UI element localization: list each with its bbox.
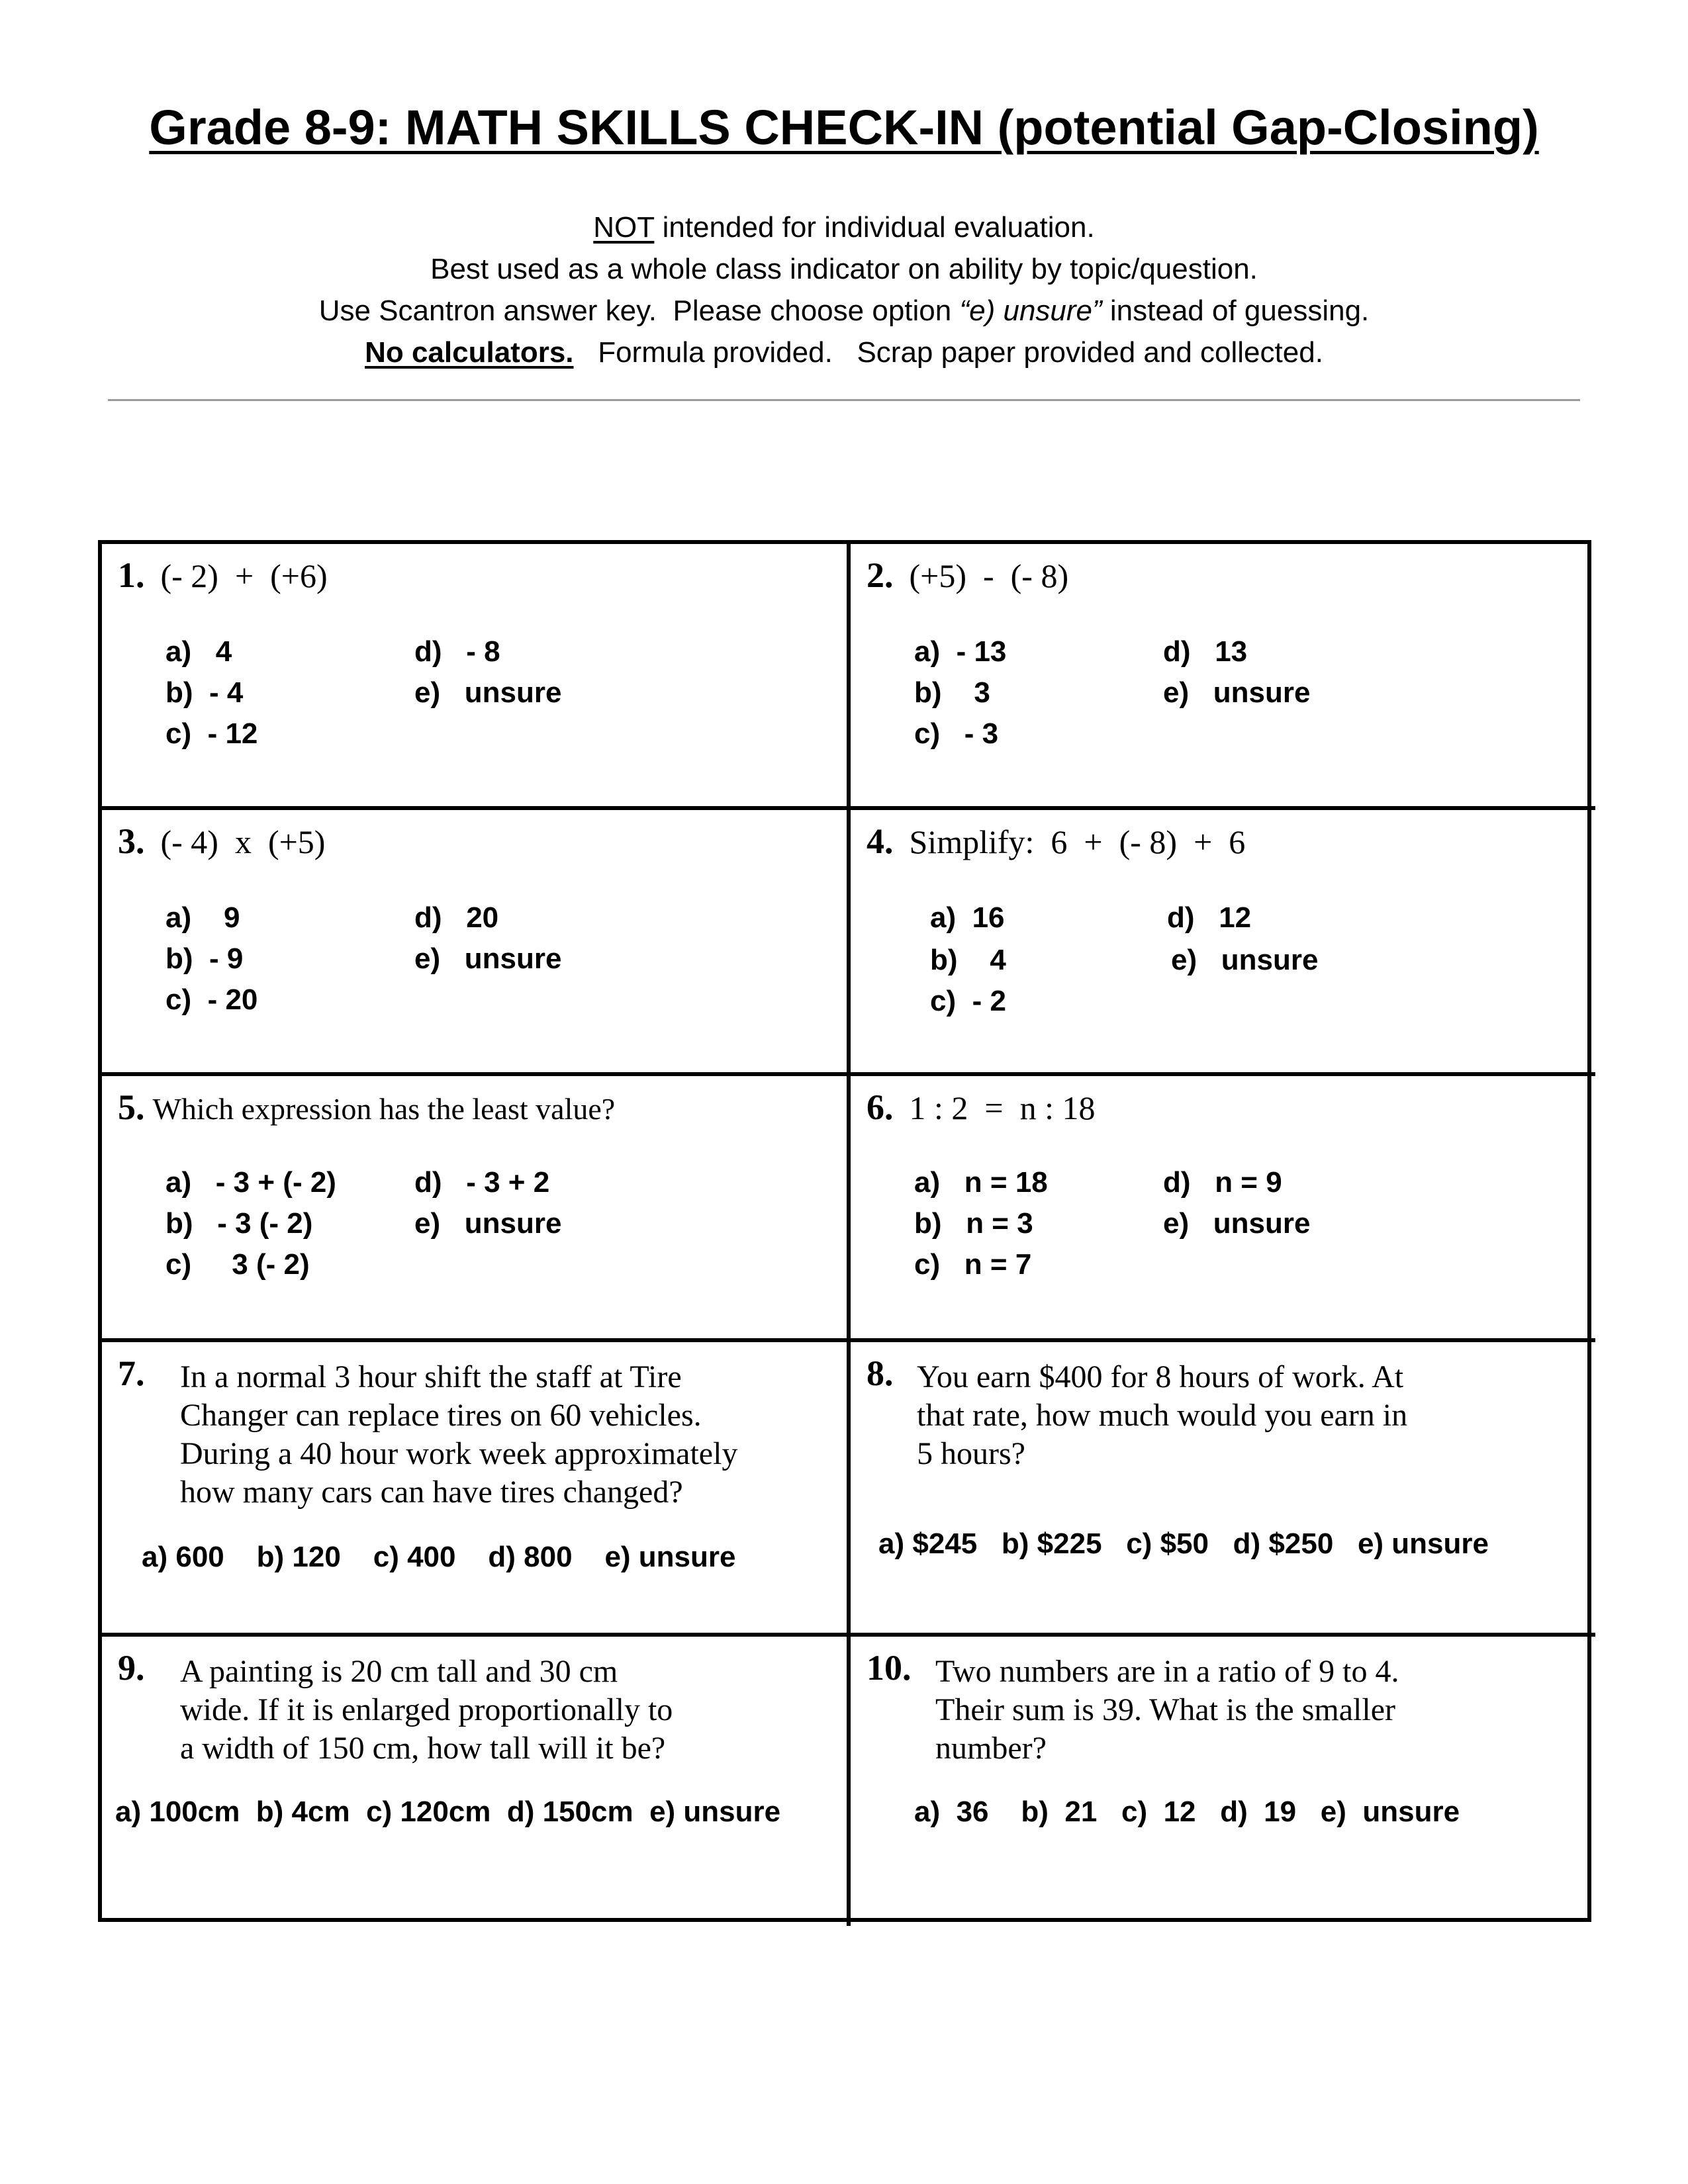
question-7-options: a) 600 b) 120 c) 400 d) 800 e) unsure (142, 1541, 736, 1573)
instruction-line-4 (0, 332, 1688, 373)
question-9-options: a) 100cm b) 4cm c) 120cm d) 150cm e) unsure (115, 1796, 781, 1828)
question-8-options: a) $245 b) $225 c) $50 d) $250 e) unsure (878, 1527, 1489, 1560)
instruction-line-3 (0, 290, 1688, 332)
question-8-text: You earn $400 for 8 hours of work. At that rate, how much would you earn in 5 hours? (917, 1359, 1408, 1471)
option-e: e) unsure (414, 942, 562, 975)
question-10 (849, 1637, 1595, 1926)
question-1 (102, 544, 849, 810)
option-d: d) 12 (1167, 901, 1252, 934)
option-d: d) - 8 (414, 635, 500, 668)
question-5-prompt (118, 1088, 615, 1128)
instructions (0, 206, 1688, 373)
question-3-prompt (118, 822, 325, 861)
option-c: c) - 20 (165, 983, 258, 1016)
question-1-number: 1. (118, 555, 145, 595)
option-b: b) 3 (914, 676, 990, 709)
question-6-prompt (867, 1088, 1095, 1127)
option-e: e) unsure (414, 676, 562, 709)
question-8-number: 8. (867, 1353, 894, 1393)
option-d: d) 20 (414, 901, 499, 934)
option-d: d) 13 (1163, 635, 1248, 668)
question-8 (849, 1342, 1595, 1637)
question-5-number: 5. (118, 1087, 145, 1127)
question-1-text: (- 2) + (+6) (160, 557, 328, 594)
question-5-text: Which expression has the least value? (152, 1092, 616, 1126)
question-7-number: 7. (118, 1353, 145, 1393)
no-calculators-emphasis: No calculators. (365, 336, 574, 369)
option-c: c) n = 7 (914, 1248, 1032, 1281)
option-a: a) 16 (930, 901, 1005, 934)
question-8-number-wrap (867, 1354, 910, 1393)
option-c: c) - 3 (914, 717, 999, 750)
option-a: a) n = 18 (914, 1166, 1048, 1199)
question-4-prompt (867, 822, 1245, 861)
option-e: e) unsure (1163, 1207, 1311, 1240)
option-c: c) - 2 (930, 985, 1006, 1017)
question-2-number: 2. (867, 555, 894, 595)
not-emphasis: NOT (593, 211, 655, 244)
instruction-line-1 (0, 206, 1688, 248)
question-5 (102, 1076, 849, 1342)
question-7-text: In a normal 3 hour shift the staff at Tire Changer can replace tires on 60 vehicles. During a 40 hour work week approximately how many cars can have tires changed? (180, 1359, 738, 1510)
question-9-number-wrap (118, 1649, 161, 1688)
question-3 (102, 810, 849, 1076)
question-9 (102, 1637, 849, 1926)
option-b: b) - 9 (165, 942, 244, 975)
question-grid (98, 540, 1591, 1922)
option-c: c) - 12 (165, 717, 258, 750)
option-e: e) unsure (414, 1207, 562, 1240)
question-1-prompt (118, 556, 328, 595)
option-b: b) - 3 (- 2) (165, 1207, 313, 1240)
question-6 (849, 1076, 1595, 1342)
option-e: e) unsure (1171, 944, 1319, 976)
option-a: a) 9 (165, 901, 240, 934)
question-10-number: 10. (867, 1648, 912, 1688)
question-3-text: (- 4) x (+5) (160, 823, 326, 860)
option-b: b) - 4 (165, 676, 244, 709)
instruction-line-3-post: instead of guessing. (1102, 295, 1370, 327)
question-2-prompt (867, 556, 1068, 595)
question-4-text: Simplify: 6 + (- 8) + 6 (909, 823, 1246, 860)
option-e: e) unsure (1163, 676, 1311, 709)
question-4 (849, 810, 1595, 1076)
question-2 (849, 544, 1595, 810)
question-9-text: A painting is 20 cm tall and 30 cm wide. If it is enlarged proportionally to a width of 150 cm, how tall will it be? (180, 1654, 673, 1766)
instruction-line-2: Best used as a whole class indicator on ability by topic/question. (430, 253, 1258, 285)
option-a: a) - 13 (914, 635, 1007, 668)
unsure-option-emphasis: “e) unsure” (959, 295, 1102, 327)
question-4-number: 4. (867, 821, 894, 861)
question-3-number: 3. (118, 821, 145, 861)
instruction-line-4-rest: Formula provided. Scrap paper provided and collected. (573, 336, 1323, 369)
question-2-text: (+5) - (- 8) (909, 557, 1069, 594)
divider (108, 399, 1580, 401)
question-7 (102, 1342, 849, 1637)
instruction-line-3-pre: Use Scantron answer key. Please choose option (318, 295, 960, 327)
page-title: Grade 8-9: MATH SKILLS CHECK-IN (potential Gap-Closing) (149, 100, 1539, 155)
option-d: d) n = 9 (1163, 1166, 1282, 1199)
question-10-options: a) 36 b) 21 c) 12 d) 19 e) unsure (914, 1796, 1460, 1828)
question-7-number-wrap (118, 1354, 161, 1393)
option-a: a) - 3 + (- 2) (165, 1166, 336, 1199)
question-6-text: 1 : 2 = n : 18 (909, 1089, 1096, 1126)
question-9-number: 9. (118, 1648, 145, 1688)
question-10-text: Two numbers are in a ratio of 9 to 4. Their sum is 39. What is the smaller number? (935, 1654, 1399, 1766)
option-b: b) n = 3 (914, 1207, 1033, 1240)
option-b: b) 4 (930, 944, 1006, 976)
option-d: d) - 3 + 2 (414, 1166, 550, 1199)
question-10-number-wrap (867, 1649, 927, 1688)
question-6-number: 6. (867, 1087, 894, 1127)
option-a: a) 4 (165, 635, 232, 668)
instruction-line-1-rest: intended for individual evaluation. (654, 211, 1095, 244)
option-c: c) 3 (- 2) (165, 1248, 310, 1281)
